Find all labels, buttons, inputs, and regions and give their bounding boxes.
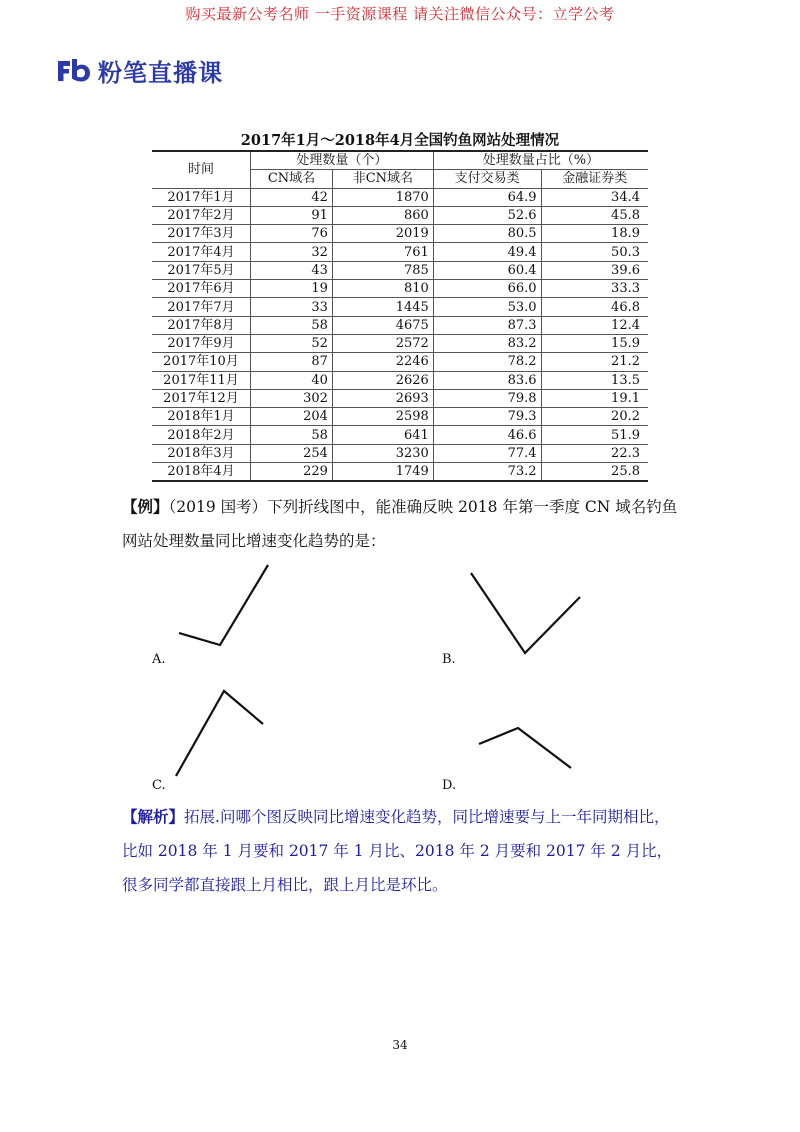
header-ratio-group: 处理数量占比（%） <box>433 151 648 170</box>
cell-value: 229 <box>251 463 333 482</box>
cell-value: 12.4 <box>541 316 648 334</box>
logo-text: 粉笔直播课 <box>98 58 223 87</box>
analysis-body: 拓展.问哪个图反映同比增速变化趋势，同比增速要与上一年同期相比，比如 2018 年 1 月要和 2017 年 1 月比、2018 年 2 月要和 2017 年 2 月比，很多同学都直接跟上月相比，跟上月比是环比。 <box>122 808 673 894</box>
cell-value: 19 <box>251 280 333 298</box>
fenbi-logo-icon <box>56 57 92 83</box>
cell-time: 2017年11月 <box>152 371 251 389</box>
page-number: 34 <box>392 1038 408 1052</box>
cell-value: 32 <box>251 243 333 261</box>
option-c-line <box>176 691 263 776</box>
cell-value: 64.9 <box>433 188 541 206</box>
cell-value: 52.6 <box>433 206 541 224</box>
table-row <box>152 243 648 261</box>
cell-value: 19.1 <box>541 389 648 407</box>
cell-time: 2017年4月 <box>152 243 251 261</box>
table-row <box>152 463 648 482</box>
cell-time: 2017年12月 <box>152 389 251 407</box>
cell-value: 1749 <box>332 463 433 482</box>
cell-time: 2017年1月 <box>152 188 251 206</box>
table-title: 2017年1月～2018年4月全国钓鱼网站处理情况 <box>240 132 560 149</box>
cell-time: 2017年9月 <box>152 334 251 352</box>
top-banner: 购买最新公考名师 一手资源课程 请关注微信公众号：立学公考 <box>185 5 615 23</box>
cell-value: 15.9 <box>541 334 648 352</box>
table-row <box>152 408 648 426</box>
cell-value: 52 <box>251 334 333 352</box>
analysis-text <box>122 800 682 902</box>
cell-value: 91 <box>251 206 333 224</box>
cell-value: 78.2 <box>433 353 541 371</box>
option-d-label[interactable]: D. <box>442 778 457 793</box>
table-row <box>152 188 648 206</box>
cell-value: 25.8 <box>541 463 648 482</box>
option-a-label[interactable]: A. <box>152 652 166 667</box>
table-row <box>152 334 648 352</box>
cell-value: 79.8 <box>433 389 541 407</box>
option-d-line-chart[interactable] <box>476 722 576 772</box>
cell-time: 2017年6月 <box>152 280 251 298</box>
cell-value: 49.4 <box>433 243 541 261</box>
cell-value: 83.2 <box>433 334 541 352</box>
cell-value: 2246 <box>332 353 433 371</box>
cell-value: 302 <box>251 389 333 407</box>
cell-value: 33.3 <box>541 280 648 298</box>
cell-value: 761 <box>332 243 433 261</box>
cell-value: 20.2 <box>541 408 648 426</box>
cell-value: 34.4 <box>541 188 648 206</box>
cell-value: 860 <box>332 206 433 224</box>
cell-value: 53.0 <box>433 298 541 316</box>
cell-value: 46.8 <box>541 298 648 316</box>
cell-value: 66.0 <box>433 280 541 298</box>
cell-time: 2018年3月 <box>152 444 251 462</box>
cell-value: 83.6 <box>433 371 541 389</box>
table-row <box>152 280 648 298</box>
cell-value: 60.4 <box>433 261 541 279</box>
cell-value: 2693 <box>332 389 433 407</box>
header-finance: 金融证券类 <box>541 170 648 188</box>
cell-value: 1870 <box>332 188 433 206</box>
header-count-group: 处理数量（个） <box>251 151 434 170</box>
phishing-table <box>152 150 648 482</box>
data-table-block <box>152 132 648 482</box>
cell-value: 2572 <box>332 334 433 352</box>
cell-time: 2017年8月 <box>152 316 251 334</box>
table-row <box>152 298 648 316</box>
cell-value: 80.5 <box>433 225 541 243</box>
cell-time: 2018年1月 <box>152 408 251 426</box>
cell-value: 204 <box>251 408 333 426</box>
logo <box>56 54 223 86</box>
table-row <box>152 426 648 444</box>
header-cn: CN域名 <box>251 170 333 188</box>
option-c-label[interactable]: C. <box>152 778 166 793</box>
cell-value: 58 <box>251 426 333 444</box>
cell-value: 87 <box>251 353 333 371</box>
cell-value: 810 <box>332 280 433 298</box>
cell-value: 641 <box>332 426 433 444</box>
header-time: 时间 <box>152 151 251 188</box>
option-b-label[interactable]: B. <box>442 652 456 667</box>
option-b-line <box>471 573 580 653</box>
cell-value: 785 <box>332 261 433 279</box>
cell-value: 79.3 <box>433 408 541 426</box>
cell-value: 2598 <box>332 408 433 426</box>
table-row <box>152 371 648 389</box>
cell-value: 76 <box>251 225 333 243</box>
table-row <box>152 225 648 243</box>
table-row <box>152 206 648 224</box>
cell-value: 22.3 <box>541 444 648 462</box>
option-c-line-chart[interactable] <box>172 686 268 780</box>
cell-value: 3230 <box>332 444 433 462</box>
cell-value: 21.2 <box>541 353 648 371</box>
cell-time: 2017年10月 <box>152 353 251 371</box>
cell-value: 4675 <box>332 316 433 334</box>
option-a-line <box>179 565 268 645</box>
header-payment: 支付交易类 <box>433 170 541 188</box>
option-b-line-chart[interactable] <box>466 568 586 658</box>
question-body: （2019 国考）下列折线图中，能准确反映 2018 年第一季度 CN 域名钓鱼网站处理数量同比增速变化趋势的是： <box>122 498 678 550</box>
analysis-tag: 【解析】 <box>122 807 185 826</box>
cell-value: 87.3 <box>433 316 541 334</box>
cell-time: 2018年4月 <box>152 463 251 482</box>
cell-value: 18.9 <box>541 225 648 243</box>
cell-value: 50.3 <box>541 243 648 261</box>
cell-value: 39.6 <box>541 261 648 279</box>
cell-value: 13.5 <box>541 371 648 389</box>
table-row <box>152 261 648 279</box>
cell-time: 2017年3月 <box>152 225 251 243</box>
table-row <box>152 444 648 462</box>
option-a-line-chart[interactable] <box>176 560 276 652</box>
cell-time: 2017年7月 <box>152 298 251 316</box>
cell-value: 46.6 <box>433 426 541 444</box>
cell-value: 2019 <box>332 225 433 243</box>
cell-value: 254 <box>251 444 333 462</box>
header-non-cn: 非CN域名 <box>332 170 433 188</box>
cell-time: 2018年2月 <box>152 426 251 444</box>
cell-value: 1445 <box>332 298 433 316</box>
cell-time: 2017年2月 <box>152 206 251 224</box>
cell-value: 33 <box>251 298 333 316</box>
cell-value: 42 <box>251 188 333 206</box>
option-d-line <box>479 728 571 768</box>
cell-time: 2017年5月 <box>152 261 251 279</box>
cell-value: 2626 <box>332 371 433 389</box>
cell-value: 43 <box>251 261 333 279</box>
cell-value: 51.9 <box>541 426 648 444</box>
cell-value: 40 <box>251 371 333 389</box>
question-tag: 【例】 <box>122 497 169 516</box>
table-row <box>152 316 648 334</box>
question-text <box>122 490 682 558</box>
cell-value: 58 <box>251 316 333 334</box>
cell-value: 77.4 <box>433 444 541 462</box>
cell-value: 73.2 <box>433 463 541 482</box>
cell-value: 45.8 <box>541 206 648 224</box>
table-row <box>152 389 648 407</box>
table-row <box>152 353 648 371</box>
